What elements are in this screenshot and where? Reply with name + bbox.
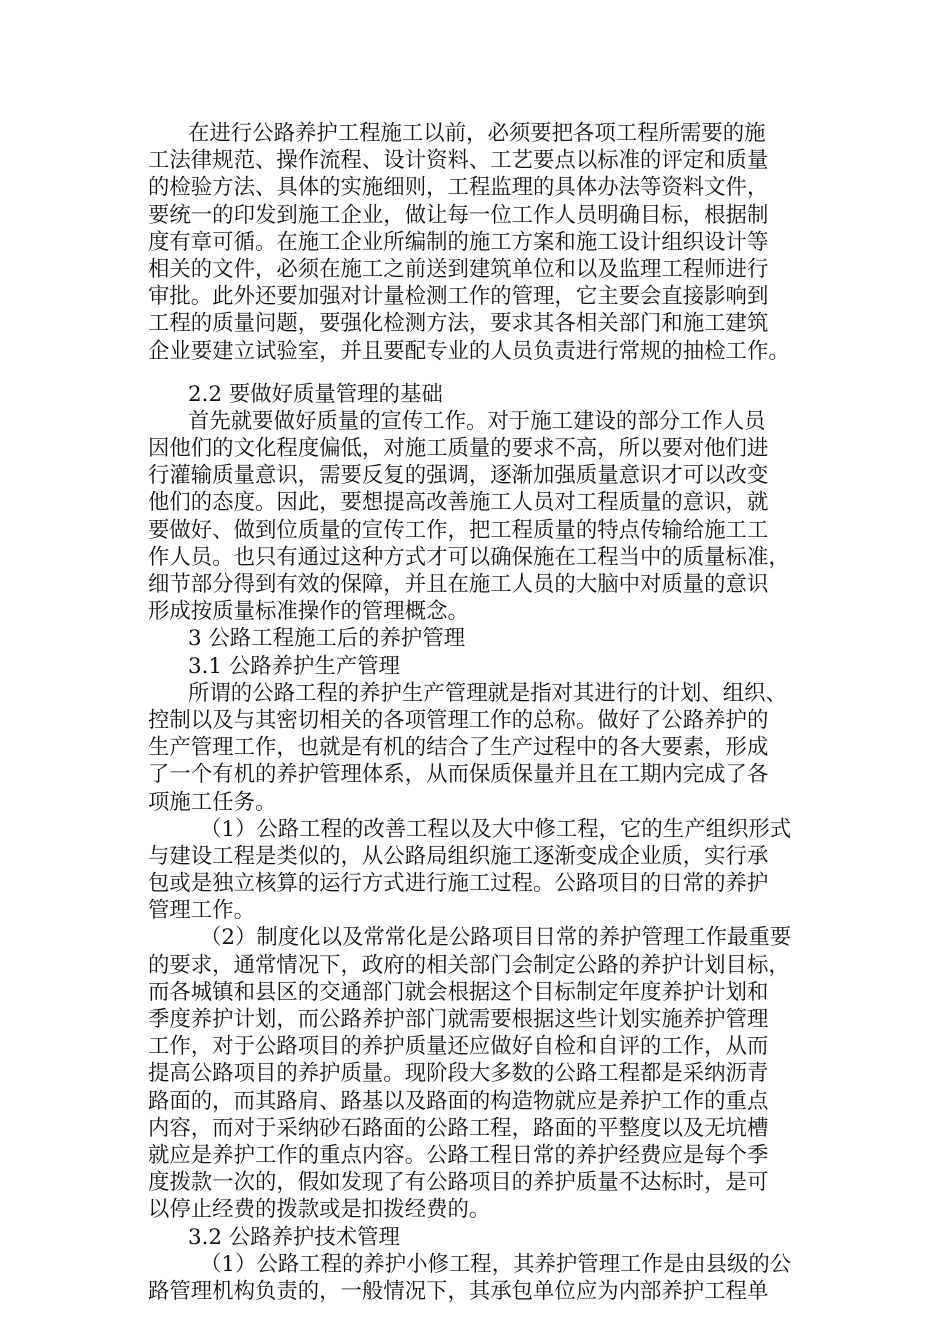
paragraph-production-management: [148, 680, 808, 816]
paragraph-preconstruction-documents: [148, 120, 808, 365]
paragraph-item-2: [148, 924, 808, 1223]
paragraph-item-1: [148, 816, 808, 925]
text-line: （1）公路工程的改善工程以及大中修工程，它的生产组织形式: [200, 816, 792, 842]
text-line: （2）制度化以及常常化是公路项目日常的养护管理工作最重要: [200, 925, 792, 951]
section-heading: 3 公路工程施工后的养护管理: [188, 626, 466, 652]
text-line: 形成按质量标准操作的管理概念。: [148, 599, 469, 625]
text-line: 因他们的文化程度偏低，对施工质量的要求不高，所以要对他们进: [148, 436, 769, 462]
text-line: 审批。此外还要加强对计量检测工作的管理，它主要会直接影响到: [148, 284, 769, 310]
text-line: 而各城镇和县区的交通部门就会根据这个目标制定年度养护计划和: [148, 979, 769, 1005]
text-line: 生产管理工作，也就是有机的结合了生产过程中的各大要素，形成: [148, 735, 769, 761]
text-line: 度拨款一次的，假如发现了有公路项目的养护质量不达标时，是可: [148, 1170, 769, 1196]
text-line: 就应是养护工作的重点内容。公路工程日常的养护经费应是每个季: [148, 1142, 769, 1168]
section-heading: 3.1 公路养护生产管理: [188, 653, 400, 679]
text-line: 路管理机构负责的，一般情况下，其承包单位应为内部养护工程单: [148, 1278, 769, 1304]
text-line: 与建设工程是类似的，从公路局组织施工逐渐变成企业质，实行承: [148, 843, 769, 869]
text-line: 内容，而对于采纳砂石路面的公路工程，路面的平整度以及无坑槽: [148, 1115, 769, 1141]
paragraph-quality-awareness: [148, 408, 808, 626]
text-line: 管理工作。: [148, 898, 255, 924]
text-line: 所谓的公路工程的养护生产管理就是指对其进行的计划、组织、: [188, 680, 787, 706]
heading-3-1: [148, 653, 808, 680]
text-line: 在进行公路养护工程施工以前，必须要把各项工程所需要的施: [188, 121, 766, 146]
text-line: 要统一的印发到施工企业，做让每一位工作人员明确目标，根据制: [148, 202, 769, 228]
text-line: 首先就要做好质量的宣传工作。对于施工建设的部分工作人员: [188, 408, 766, 434]
text-line: 作人员。也只有通过这种方式才可以确保施在工程当中的质量标准，: [148, 544, 790, 570]
text-line: （1）公路工程的养护小修工程，其养护管理工作是由县级的公: [200, 1251, 792, 1277]
text-line: 要做好、做到位质量的宣传工作，把工程质量的特点传输给施工工: [148, 517, 769, 543]
paragraph-gap: [148, 365, 808, 381]
heading-3: [148, 625, 808, 652]
text-line: 工法律规范、操作流程、设计资料、工艺要点以标准的评定和质量: [148, 148, 769, 174]
text-line: 了一个有机的养护管理体系，从而保质保量并且在工期内完成了各: [148, 762, 769, 788]
text-line: 的要求，通常情况下，政府的相关部门会制定公路的养护计划目标，: [148, 952, 790, 978]
section-heading: 2.2 要做好质量管理的基础: [188, 381, 443, 407]
text-line: 的检验方法、具体的实施细则，工程监理的具体办法等资料文件，: [148, 175, 769, 201]
text-line: 细节部分得到有效的保障，并且在施工人员的大脑中对质量的意识: [148, 572, 769, 597]
text-line: 工作，对于公路项目的养护质量还应做好自检和自评的工作，从而: [148, 1034, 769, 1060]
heading-2-2: [148, 381, 808, 408]
text-line: 度有章可循。在施工企业所编制的施工方案和施工设计组织设计等: [148, 229, 769, 255]
document-page: [148, 120, 808, 1305]
text-line: 以停止经费的拨款或是扣拨经费的。: [148, 1197, 491, 1223]
text-line: 企业要建立试验室，并且要配专业的人员负责进行常规的抽检工作。: [148, 338, 790, 364]
heading-3-2: [148, 1224, 808, 1251]
text-line: 控制以及与其密切相关的各项管理工作的总称。做好了公路养护的: [148, 707, 769, 733]
text-line: 工程的质量问题，要强化检测方法，要求其各相关部门和施工建筑: [148, 311, 769, 337]
text-line: 行灌输质量意识，需要反复的强调，逐渐加强质量意识才可以改变: [148, 463, 769, 489]
text-line: 相关的文件，必须在施工之前送到建筑单位和以及监理工程师进行: [148, 256, 769, 282]
paragraph-technical-management: [148, 1251, 808, 1305]
text-line: 提高公路项目的养护质量。现阶段大多数的公路工程都是采纳沥青: [148, 1061, 769, 1087]
text-line: 路面的，而其路肩、路基以及路面的构造物就应是养护工作的重点: [148, 1088, 769, 1114]
text-line: 他们的态度。因此，要想提高改善施工人员对工程质量的意识，就: [148, 490, 769, 516]
text-line: 季度养护计划，而公路养护部门就需要根据这些计划实施养护管理: [148, 1007, 769, 1032]
text-line: 包或是独立核算的运行方式进行施工过程。公路项目的日常的养护: [148, 871, 769, 897]
text-line: 项施工任务。: [148, 789, 277, 815]
section-heading: 3.2 公路养护技术管理: [188, 1224, 400, 1250]
